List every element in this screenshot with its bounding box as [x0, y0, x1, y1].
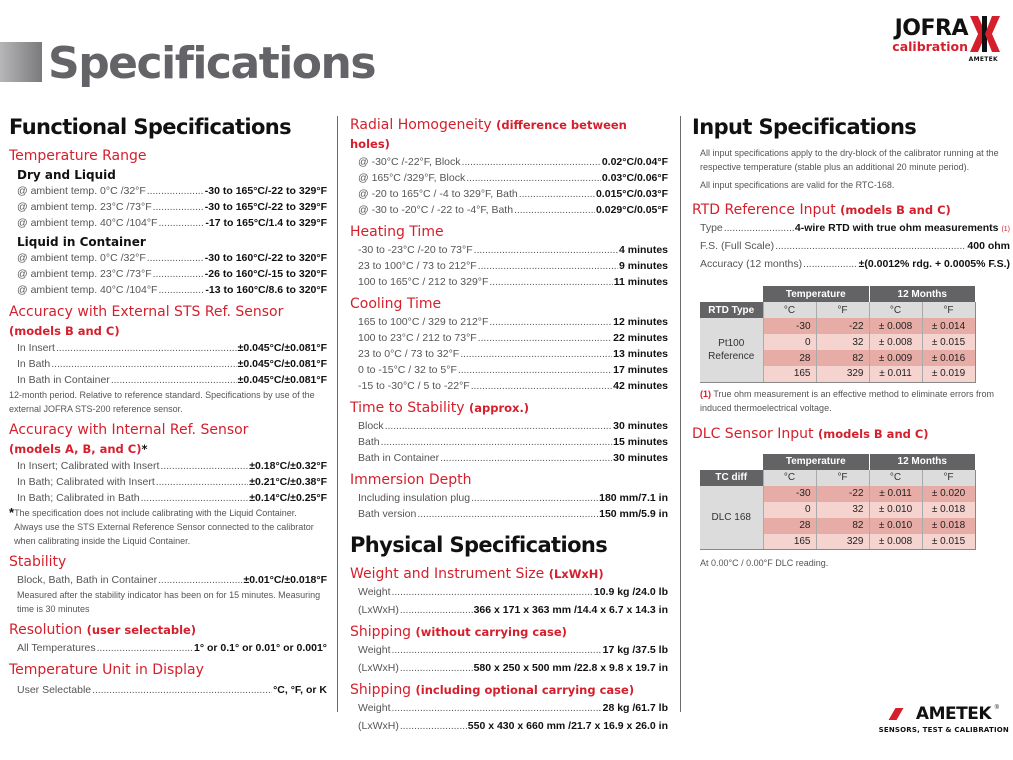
subsection-title: Heating Time [350, 224, 444, 240]
table-group-header: 12 Months [869, 286, 975, 302]
table-row: 165 329 ± 0.008 ± 0.015 [700, 534, 975, 550]
ametek-tagline: SENSORS, TEST & CALIBRATION [878, 726, 1009, 734]
spec-row: 0 to -15°C / 32 to 5°F . . . 17 minutes [358, 362, 668, 378]
table-unit-header: °C [763, 302, 816, 318]
spec-row: @ -20 to 165°C / -4 to 329°F, Bath . . . 0.015°C/0.03°F [358, 186, 668, 202]
spec-row: Block, Bath, Bath in Container . . . ±0.01°C/±0.018°F [17, 572, 327, 588]
section-title: Physical Specifications [350, 533, 608, 557]
spec-row: Type . . . 4-wire RTD with true ohm measurements (1) [700, 220, 1010, 238]
spec-row: In Bath . . . ±0.045°C/±0.081°F [17, 356, 327, 372]
logo-parent: AMETEK [968, 56, 998, 63]
spec-row: Weight . . . 10.9 kg /24.0 lb [358, 584, 668, 600]
functional-specs-column [9, 112, 327, 698]
spec-row: Bath version . . . 150 mm/5.9 in [358, 506, 668, 522]
spec-row: Bath . . . 15 minutes [358, 434, 668, 450]
table-unit-header: °F [922, 302, 975, 318]
spec-row: In Bath in Container . . . ±0.045°C/±0.081°F [17, 372, 327, 388]
spec-row: @ ambient temp. 23°C /73°F . . . -26 to 160°C/-15 to 320°F [17, 266, 327, 282]
spec-row: 23 to 100°C / 73 to 212°F . . . 9 minutes [358, 258, 668, 274]
page-title: Specifications [48, 38, 376, 89]
spec-row: User Selectable . . . °C, °F, or K [17, 682, 327, 698]
column-divider [680, 116, 681, 712]
table-group-header: Temperature [763, 454, 869, 470]
subsection-title: Accuracy with External STS Ref. Sensor [9, 304, 284, 320]
spec-row: Block . . . 30 minutes [358, 418, 668, 434]
subsection-title: Cooling Time [350, 296, 442, 312]
section-title: Input Specifications [692, 115, 917, 139]
spec-row: @ ambient temp. 40°C /104°F . . . -17 to 165°C/1.4 to 329°F [17, 215, 327, 231]
jofra-k-icon [970, 16, 1002, 52]
column-divider [337, 116, 338, 712]
ametek-brand: AMETEK [915, 704, 991, 724]
table-row-label: DLC 168 [700, 486, 763, 550]
table-row-label: Pt100 Reference [700, 318, 763, 382]
input-specs-column [692, 112, 1010, 570]
spec-row: 100 to 23°C / 212 to 73°F . . . 22 minutes [358, 330, 668, 346]
spec-row: (LxWxH) . . . 366 x 171 x 363 mm /14.4 x 6.7 x 14.3 in [358, 602, 668, 618]
spec-row: -30 to -23°C /-20 to 73°F . . . 4 minutes [358, 242, 668, 258]
spec-row: In Bath; Calibrated with Insert . . . ±0.21°C/±0.38°F [17, 474, 327, 490]
table-unit-header: °F [922, 470, 975, 486]
table-row: 165 329 ± 0.011 ± 0.019 [700, 366, 975, 382]
spec-row: Accuracy (12 months) . . . ±(0.0012% rdg. + 0.0005% F.S.) [700, 256, 1010, 272]
subsection-title: Temperature Range [9, 148, 147, 164]
table-type-header: RTD Type [700, 302, 763, 318]
table-unit-header: °F [816, 302, 869, 318]
spec-row: In Insert . . . ±0.045°C/±0.081°F [17, 340, 327, 356]
spec-row: F.S. (Full Scale) . . . 400 ohm [700, 238, 1010, 254]
table-row: 28 82 ± 0.010 ± 0.018 [700, 518, 975, 534]
group-label: Dry and Liquid [17, 168, 116, 182]
spec-row: @ ambient temp. 23°C /73°F . . . -30 to 165°C/-22 to 329°F [17, 199, 327, 215]
table-unit-header: °C [869, 470, 922, 486]
logo-sub: calibration [892, 39, 968, 54]
subsection-title: Immersion Depth [350, 472, 472, 488]
table-row: DLC 168 -30 -22 ± 0.011 ± 0.020 [700, 486, 975, 502]
subsection-subtitle: (models B and C) [9, 324, 120, 338]
spec-row: Weight . . . 17 kg /37.5 lb [358, 642, 668, 658]
spec-row: @ -30°C /-22°F, Block . . . 0.02°C/0.04°F [358, 154, 668, 170]
subsection-title: DLC Sensor Input (models B and C) [692, 425, 929, 442]
table-row: Pt100 Reference -30 -22 ± 0.008 ± 0.014 [700, 318, 975, 334]
spec-row: 23 to 0°C / 73 to 32°F . . . 13 minutes [358, 346, 668, 362]
note-text: 12-month period. Relative to reference standard. Specifications by use of the external JOFRA STS-200 reference sensor. [9, 390, 315, 414]
spec-row: -15 to -30°C / 5 to -22°F . . . 42 minutes [358, 378, 668, 394]
asterisk-icon: * [9, 505, 15, 520]
intro-text: All input specifications are valid for the RTC-168. [700, 180, 895, 190]
title-gradient-block [0, 42, 42, 82]
spec-row: @ ambient temp. 0°C /32°F . . . -30 to 160°C/-22 to 320°F [17, 250, 327, 266]
spec-row: Weight . . . 28 kg /61.7 lb [358, 700, 668, 716]
logo-brand: JOFRA [894, 16, 968, 41]
subsection-title: Stability [9, 554, 67, 570]
spec-row: All Temperatures . . . 1° or 0.1° or 0.01° or 0.001° [17, 640, 327, 656]
ametek-logo: AMETEK ® SENSORS, TEST & CALIBRATION [878, 704, 1009, 734]
footnote: * The specification does not include calibrating with the Liquid Container. Always use the STS External Reference Sensor connected to the calibrator when calibrating inside the Liquid Container. [9, 505, 314, 546]
footnote: (1) True ohm measurement is an effective method to eliminate errors from induced thermoelectrical voltage. [700, 388, 994, 413]
subsection-title: Shipping (including optional carrying case) [350, 682, 635, 698]
spec-row: @ ambient temp. 40°C /104°F . . . -13 to 160°C/8.6 to 320°F [17, 282, 327, 298]
note-text: Measured after the stability indicator has been on for 15 minutes. Measuring time is 30 minutes [17, 590, 321, 614]
subsection-title: Accuracy with Internal Ref. Sensor [9, 422, 249, 438]
group-label: Liquid in Container [17, 235, 146, 249]
subsection-title: Time to Stability (approx.) [350, 400, 530, 416]
table-type-header: TC diff [700, 470, 763, 486]
table-unit-header: °F [816, 470, 869, 486]
subsection-title: Radial Homogeneity (difference between holes) [350, 117, 627, 151]
spec-row: In Insert; Calibrated with Insert . . . ±0.18°C/±0.32°F [17, 458, 327, 474]
subsection-subtitle: (models A, B, and C)* [9, 442, 148, 456]
table-row: 0 32 ± 0.010 ± 0.018 [700, 502, 975, 518]
spec-row: 100 to 165°C / 212 to 329°F . . . 11 minutes [358, 274, 668, 290]
subsection-title: Weight and Instrument Size (LxWxH) [350, 566, 604, 582]
table-row: 0 32 ± 0.008 ± 0.015 [700, 334, 975, 350]
subsection-title: RTD Reference Input (models B and C) [692, 202, 951, 218]
spec-row: Including insulation plug . . . 180 mm/7.1 in [358, 490, 668, 506]
spec-row: @ ambient temp. 0°C /32°F . . . -30 to 165°C/-22 to 329°F [17, 183, 327, 199]
spec-row: (LxWxH) . . . 550 x 430 x 660 mm /21.7 x 16.9 x 26.0 in [358, 718, 668, 734]
subsection-title: Temperature Unit in Display [9, 662, 204, 678]
table-group-header: Temperature [763, 286, 869, 302]
spec-row: In Bath; Calibrated in Bath . . . ±0.14°C/±0.25°F [17, 490, 327, 506]
spec-row: 165 to 100°C / 329 to 212°F . . . 12 minutes [358, 314, 668, 330]
intro-text: All input specifications apply to the dry-block of the calibrator running at the respective temperature (stable plus an additional 20 minute period). [700, 148, 999, 172]
middle-specs-column [350, 112, 668, 734]
dlc-accuracy-table [700, 454, 976, 551]
section-title: Functional Specifications [9, 115, 292, 139]
table-unit-header: °C [869, 302, 922, 318]
table-unit-header: °C [763, 470, 816, 486]
table-row: 28 82 ± 0.009 ± 0.016 [700, 350, 975, 366]
spec-row: Bath in Container . . . 30 minutes [358, 450, 668, 466]
ametek-slash-icon [889, 708, 904, 720]
spec-row: @ -30 to -20°C / -22 to -4°F, Bath . . . 0.029°C/0.05°F [358, 202, 668, 218]
note-text: At 0.00°C / 0.00°F DLC reading. [700, 558, 829, 568]
subsection-title: Shipping (without carrying case) [350, 624, 567, 640]
spec-row: @ 165°C /329°F, Block . . . 0.03°C/0.06°F [358, 170, 668, 186]
rtd-accuracy-table [700, 286, 976, 383]
subsection-title: Resolution (user selectable) [9, 622, 197, 638]
table-group-header: 12 Months [869, 454, 975, 470]
spec-row: (LxWxH) . . . 580 x 250 x 500 mm /22.8 x 9.8 x 19.7 in [358, 660, 668, 676]
jofra-logo [884, 16, 1004, 66]
